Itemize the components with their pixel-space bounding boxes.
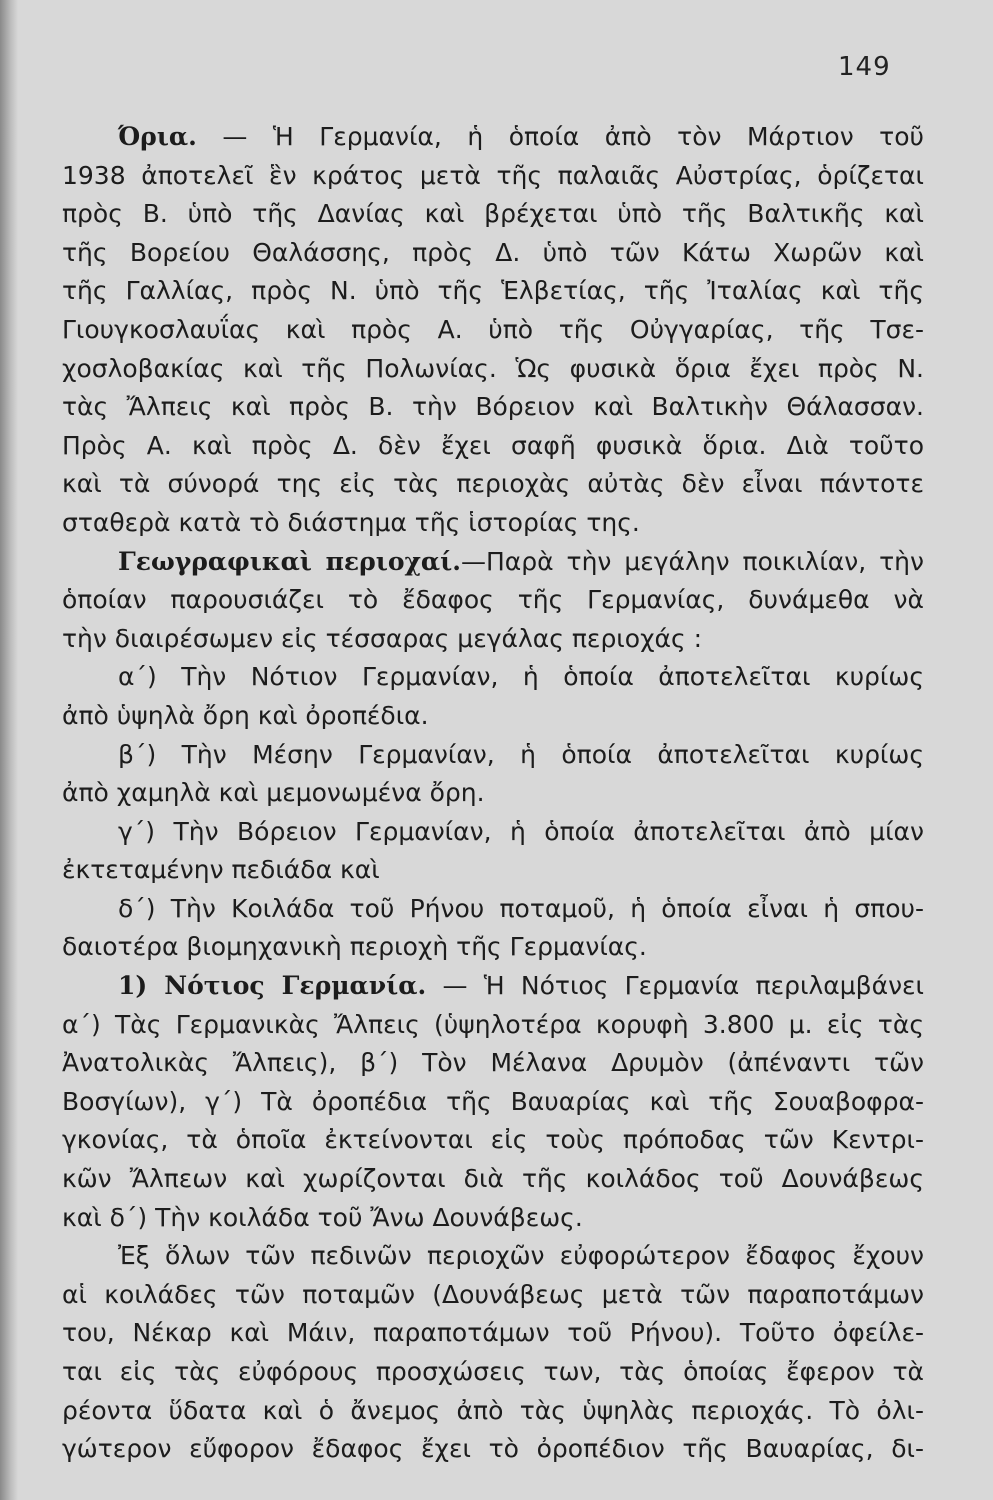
line-text: ἐκτεταμένην πεδιάδα καὶ <box>62 855 380 885</box>
line-text: — Ἡ Νότιος Γερμανία περιλαμβάνει <box>426 971 924 1001</box>
line-text: καὶ δ΄) Τὴν κοιλάδα τοῦ Ἄνω Δουνάβεως. <box>62 1202 583 1232</box>
text-line <box>62 1121 924 1160</box>
text-line <box>62 1044 924 1083</box>
line-text: Ἀνατολικὰς Ἄλπεις), β΄) Τὸν Μέλανα Δρυμὸν (ἀπέναντι τῶν <box>62 1048 924 1078</box>
text-line <box>62 851 924 890</box>
line-text: καὶ τὰ σύνορά της εἰς τὰς περιοχὰς αὐτὰς δὲν εἶναι πάντοτε <box>62 469 924 499</box>
text-line <box>62 195 924 234</box>
text-line <box>62 581 924 620</box>
line-text: Ἐξ ὅλων τῶν πεδινῶν περιοχῶν εὐφορώτερον ἔδαφος ἔχουν <box>118 1241 924 1271</box>
text-line <box>62 388 924 427</box>
text-line <box>62 157 924 196</box>
section-heading: 1) Νότιος Γερμανία. <box>118 971 427 1001</box>
line-text: πρὸς Β. ὑπὸ τῆς Δανίας καὶ βρέχεται ὑπὸ τῆς Βαλτικῆς καὶ <box>62 199 924 229</box>
line-text: ἀπὸ ὑψηλὰ ὄρη καὶ ὀροπέδια. <box>62 700 429 730</box>
text-line <box>62 736 924 775</box>
line-text: δαιοτέρα βιομηχανικὴ περιοχὴ τῆς Γερμανίας. <box>62 932 647 962</box>
line-text: Πρὸς Α. καὶ πρὸς Δ. δὲν ἔχει σαφῆ φυσικὰ ὅρια. Διὰ τοῦτο <box>62 430 924 460</box>
line-text: α΄) Τὴν Νότιον Γερμανίαν, ἡ ὁποία ἀποτελεῖται κυρίως <box>118 662 924 692</box>
line-text: —Παρὰ τὴν μεγάλην ποικιλίαν, τὴν <box>460 546 924 576</box>
text-line <box>62 967 924 1006</box>
text-line <box>62 350 924 389</box>
text-line <box>62 658 924 697</box>
line-text: — Ἡ Γερμανία, ἡ ὁποία ἀπὸ τὸν Μάρτιον τοῦ <box>196 122 924 151</box>
line-text: ὁποίαν παρουσιάζει τὸ ἔδαφος τῆς Γερμανίας, δυνάμεθα νὰ <box>62 585 924 615</box>
text-line <box>62 1276 924 1315</box>
text-line <box>62 1160 924 1199</box>
text-line <box>62 1199 924 1238</box>
body-text <box>62 118 924 1469</box>
text-line <box>62 697 924 736</box>
line-text: σταθερὰ κατὰ τὸ διάστημα τῆς ἱστορίας της. <box>62 507 640 537</box>
text-line <box>62 1392 924 1431</box>
text-line <box>62 774 924 813</box>
line-text: 1938 ἀποτελεῖ ἓν κράτος μετὰ τῆς παλαιᾶς Αὐστρίας, ὁρίζεται <box>62 160 924 190</box>
line-text: α΄) Τὰς Γερμανικὰς Ἄλπεις (ὑψηλοτέρα κορυφὴ 3.800 μ. εἰς τὰς <box>62 1009 924 1039</box>
line-text: αἱ κοιλάδες τῶν ποταμῶν (Δουνάβεως μετὰ τῶν παραποτάμων <box>62 1279 924 1309</box>
page-binding-edge <box>0 0 18 1500</box>
text-line <box>62 543 924 582</box>
text-line <box>62 234 924 273</box>
line-text: γκονίας, τὰ ὁποῖα ἐκτείνονται εἰς τοὺς πρόποδας τῶν Κεντρι- <box>62 1125 924 1155</box>
line-text: κῶν Ἄλπεων καὶ χωρίζονται διὰ τῆς κοιλάδος τοῦ Δουνάβεως <box>62 1164 924 1194</box>
line-text: Γιουγκοσλαυΐας καὶ πρὸς Α. ὑπὸ τῆς Οὐγγαρίας, τῆς Τσε- <box>62 314 924 344</box>
text-line <box>62 1314 924 1353</box>
section-heading: Γεωγραφικαὶ περιοχαί. <box>118 546 461 576</box>
page-number: 149 <box>838 52 891 82</box>
line-text: γώτερον εὔφορον ἔδαφος ἔχει τὸ ὀροπέδιον τῆς Βαυαρίας, δι- <box>62 1434 924 1464</box>
line-text: δ΄) Τὴν Κοιλάδα τοῦ Ρήνου ποταμοῦ, ἡ ὁποία εἶναι ἡ σπου- <box>118 893 924 923</box>
line-text: τὴν διαιρέσωμεν εἰς τέσσαρας μεγάλας περιοχάς : <box>62 623 703 653</box>
text-line <box>62 311 924 350</box>
line-text: τῆς Γαλλίας, πρὸς Ν. ὑπὸ τῆς Ἑλβετίας, τῆς Ἰταλίας καὶ τῆς <box>62 276 924 306</box>
line-text: Βοσγίων), γ΄) Τὰ ὀροπέδια τῆς Βαυαρίας καὶ τῆς Σουαβοφρα- <box>62 1086 924 1116</box>
text-line <box>62 272 924 311</box>
text-line <box>62 118 924 157</box>
text-line <box>62 465 924 504</box>
text-line <box>62 1237 924 1276</box>
line-text: τῆς Βορείου Θαλάσσης, πρὸς Δ. ὑπὸ τῶν Κάτω Χωρῶν καὶ <box>62 237 924 267</box>
text-line <box>62 1430 924 1469</box>
line-text: του, Νέκαρ καὶ Μάιν, παραποτάμων τοῦ Ρήνου). Τοῦτο ὀφείλε- <box>62 1318 924 1348</box>
line-text: β΄) Τὴν Μέσην Γερμανίαν, ἡ ὁποία ἀποτελεῖται κυρίως <box>118 739 924 769</box>
text-line <box>62 1353 924 1392</box>
text-line <box>62 890 924 929</box>
line-text: τὰς Ἄλπεις καὶ πρὸς Β. τὴν Βόρειον καὶ Βαλτικὴν Θάλασσαν. <box>62 392 924 422</box>
text-line <box>62 1006 924 1045</box>
text-line <box>62 427 924 466</box>
line-text: ἀπὸ χαμηλὰ καὶ μεμονωμένα ὄρη. <box>62 778 485 808</box>
line-text: ται εἰς τὰς εὐφόρους προσχώσεις των, τὰς ὁποίας ἔφερον τὰ <box>62 1357 924 1386</box>
text-line <box>62 620 924 659</box>
line-text: χοσλοβακίας καὶ τῆς Πολωνίας. Ὡς φυσικὰ ὅρια ἔχει πρὸς Ν. <box>62 353 924 383</box>
text-line <box>62 1083 924 1122</box>
line-text: ρέοντα ὕδατα καὶ ὁ ἄνεμος ἀπὸ τὰς ὑψηλὰς περιοχάς. Τὸ ὀλι- <box>62 1395 924 1425</box>
text-line <box>62 813 924 852</box>
line-text: γ΄) Τὴν Βόρειον Γερμανίαν, ἡ ὁποία ἀποτελεῖται ἀπὸ μίαν <box>118 816 924 846</box>
section-heading: Όρια. <box>118 122 197 151</box>
text-line <box>62 504 924 543</box>
text-line <box>62 928 924 967</box>
